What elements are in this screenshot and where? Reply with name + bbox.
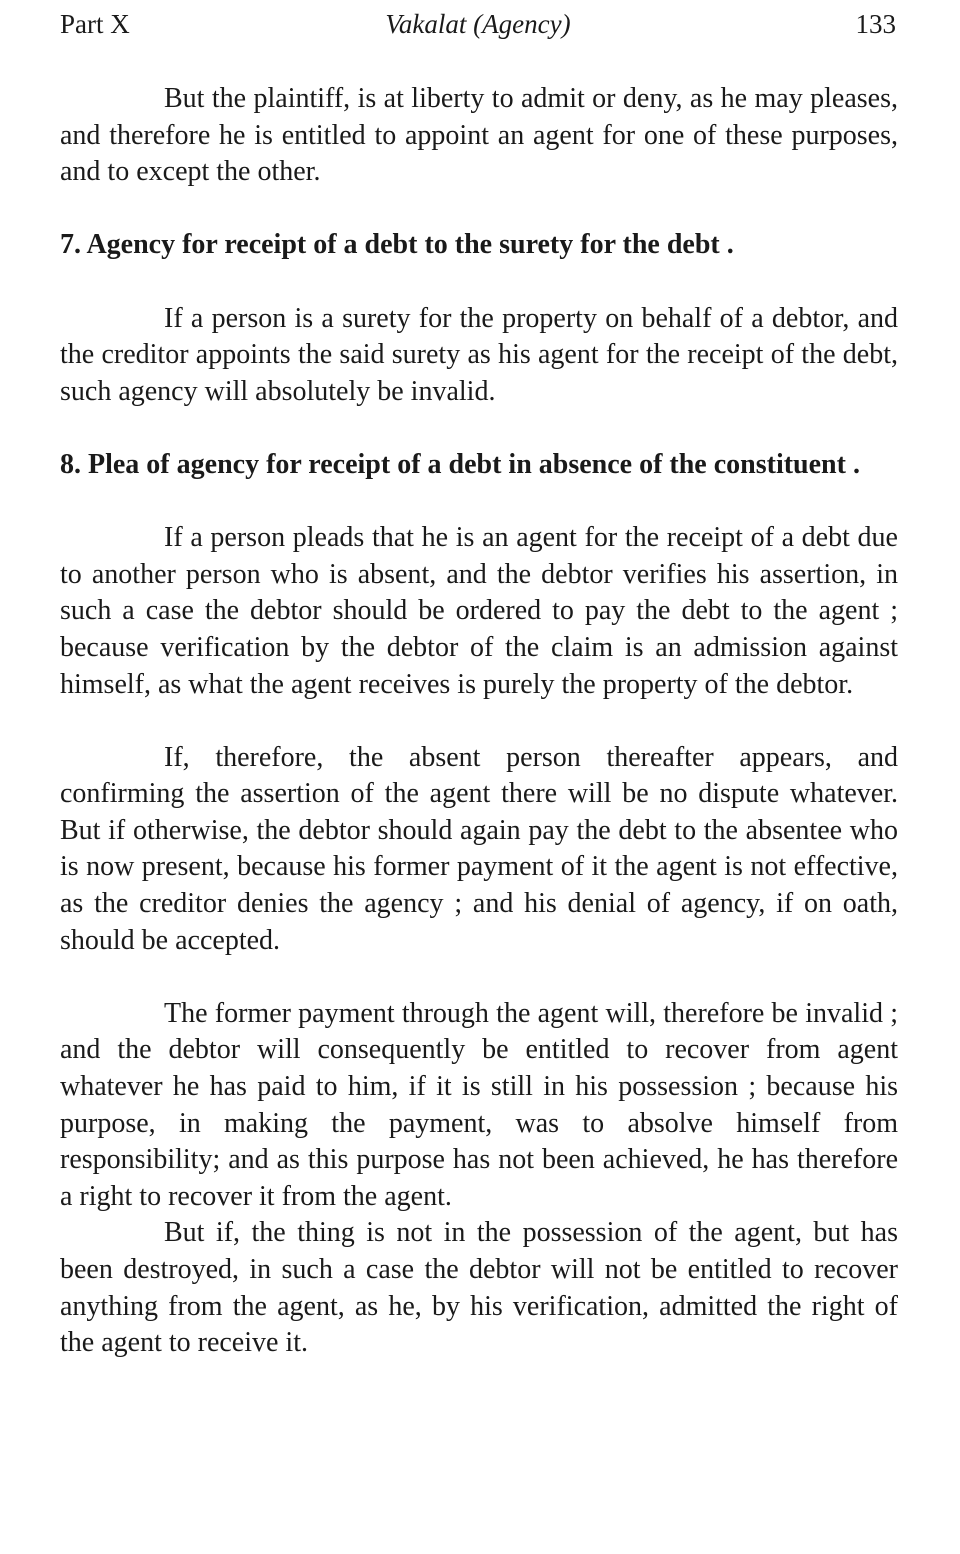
body-text [60,81,898,1362]
section-heading-8: 8. Plea of agency for receipt of a debt in absence of the constituent . [60,448,860,480]
paragraph-absent-person-appears: If, therefore, the absent person thereafter appears, and confirming the assertion of the agent there will be no dispute whatever. But if otherwise, the debtor should again pay the debt to the absentee who is now present, because his former payment of it the agent is not effective, as the creditor denies the agency ; and his denial of agency, if on oath, should be accepted. [60,741,898,956]
header-chapter-title: Vakalat (Agency) [385,9,571,39]
page-number: 133 [855,9,896,39]
paragraph-plea-of-agency: If a person pleads that he is an agent for the receipt of a debt due to another person who is absent, and the debtor verifies his assertion, in such a case the debtor should be ordered to pay the debt to the agent ; because verification by the debtor of the claim is an admission against himself, as what the agent receives is purely the property of the debtor. [60,522,898,700]
header-part-label: Part X [60,9,130,39]
paragraph-thing-destroyed: But if, the thing is not in the possession of the agent, but has been destroyed, in such a case the debtor will not be entitled to recover anything from the agent, as he, by his verification, admitted the right of the agent to receive it. [60,1217,898,1359]
paragraph-surety-agency: If a person is a surety for the property on behalf of a debtor, and the creditor appoints the said surety as his agent for the receipt of the debt, such agency will absolutely be invalid. [60,302,898,407]
running-header [60,6,896,42]
paragraph-former-payment-invalid: The former payment through the agent will, therefore be invalid ; and the debtor will consequently be entitled to recover from agent whatever he has paid to him, if it is still in his possession ; because his purpose, in making the payment, was to absolve himself from responsibility; and as this purpose has not been achieved, he has therefore a right to recover it from the agent. [60,997,898,1212]
section-heading-7: 7. Agency for receipt of a debt to the surety for the debt . [60,229,734,261]
paragraph-plaintiff-liberty: But the plaintiff, is at liberty to admit or deny, as he may pleases, and therefore he is entitled to appoint an agent for one of these purposes, and to except the other. [60,83,898,188]
